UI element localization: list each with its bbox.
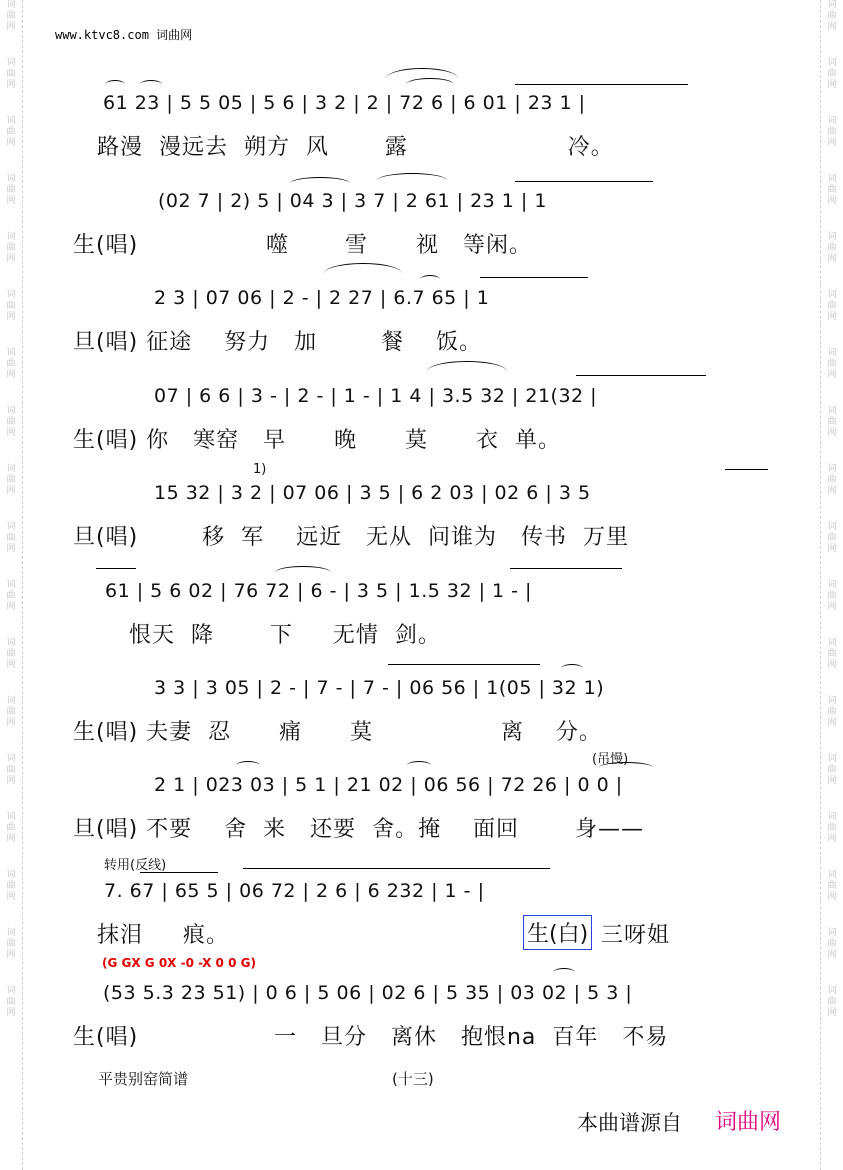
- watermark-glyph: 网: [827, 834, 837, 844]
- watermark-glyph: 曲: [827, 359, 837, 369]
- watermark-glyph: 曲: [827, 243, 837, 253]
- tie-line: [725, 469, 768, 470]
- watermark-glyph: 曲: [6, 127, 16, 137]
- left-border: [22, 0, 23, 1170]
- watermark-glyph: 词: [827, 870, 837, 880]
- lyrics-row-10: 生(唱) 一 旦分 离休 抱恨na 百年 不易: [73, 1025, 669, 1050]
- source-label: 本曲谱源自: [577, 1111, 682, 1135]
- tie-line: [96, 568, 136, 569]
- watermark-glyph: 网: [6, 776, 16, 786]
- watermark-glyph: 曲: [827, 591, 837, 601]
- watermark-glyph: 网: [827, 602, 837, 612]
- watermark-glyph: 词: [6, 406, 16, 416]
- watermark-glyph: 曲: [6, 69, 16, 79]
- watermark-glyph: 曲: [6, 939, 16, 949]
- watermark-glyph: 曲: [6, 185, 16, 195]
- watermark-glyph: 网: [6, 254, 16, 264]
- watermark-glyph: 词: [6, 348, 16, 358]
- watermark-glyph: 网: [6, 892, 16, 902]
- tie-line: [243, 868, 550, 869]
- watermark-glyph: 词: [6, 58, 16, 68]
- watermark-glyph: 网: [827, 22, 837, 32]
- watermark-glyph: 词: [6, 696, 16, 706]
- tie-line: [515, 181, 653, 182]
- watermark-glyph: 网: [6, 486, 16, 496]
- tie-line: [480, 277, 588, 278]
- slur: [236, 761, 260, 770]
- watermark-glyph: 曲: [827, 939, 837, 949]
- spoken-text: 三呀姐: [601, 923, 671, 948]
- notes-row-10: (53 5.3 23 51) | 0 6 | 5 06 | 02 6 | 5 35 | 03 02 | 5 3 |: [103, 982, 633, 1004]
- watermark-glyph: 词: [6, 638, 16, 648]
- watermark-glyph: 词: [827, 696, 837, 706]
- watermark-glyph: 曲: [6, 649, 16, 659]
- gongche-notation: (G GX G 0X -0 -X 0 0 G): [102, 956, 256, 970]
- watermark-glyph: 网: [827, 1008, 837, 1018]
- slur: [407, 761, 431, 770]
- watermark-glyph: 词: [827, 116, 837, 126]
- lyrics-row-4: 生(唱) 你 寒窑 早 晚 莫 衣 单。: [73, 428, 561, 453]
- watermark-glyph: 曲: [6, 11, 16, 21]
- watermark-glyph: 曲: [6, 417, 16, 427]
- watermark-glyph: 曲: [827, 997, 837, 1007]
- right-border: [820, 0, 821, 1170]
- slur: [561, 664, 583, 673]
- watermark-glyph: 曲: [827, 765, 837, 775]
- lyrics-row-2: 生(唱) 噬 雪 视 等闲。: [73, 233, 532, 258]
- slur: [105, 80, 125, 89]
- watermark-glyph: 网: [6, 428, 16, 438]
- watermark-glyph: 网: [827, 428, 837, 438]
- lyrics-row-7: 生(唱) 夫妻 忍 痛 莫 离 分。: [73, 720, 602, 745]
- watermark-glyph: 网: [6, 370, 16, 380]
- watermark-glyph: 网: [6, 602, 16, 612]
- watermark-glyph: 词: [827, 928, 837, 938]
- lyrics-row-8: 旦(唱) 不要 舍 来 还要 舍。掩 面回 身——: [73, 817, 645, 842]
- lyrics-row-5: 旦(唱) 移 军 远近 无从 问谁为 传书 万里: [73, 525, 630, 550]
- watermark-glyph: 曲: [6, 359, 16, 369]
- spoken-role-box: 生(白): [523, 915, 592, 950]
- right-watermark-strip: [823, 0, 841, 1170]
- watermark-glyph: 曲: [6, 881, 16, 891]
- watermark-glyph: 网: [827, 950, 837, 960]
- watermark-glyph: 网: [6, 312, 16, 322]
- watermark-glyph: 网: [827, 486, 837, 496]
- watermark-glyph: 词: [827, 754, 837, 764]
- notes-row-1: 61 23 | 5 5 05 | 5 6 | 3 2 | 2 | 72 6 | 6 01 | 23 1 |: [103, 92, 586, 114]
- watermark-glyph: 曲: [6, 591, 16, 601]
- slur: [140, 80, 162, 89]
- superscript-mark: 1): [253, 462, 267, 477]
- watermark-glyph: 曲: [827, 707, 837, 717]
- slur: [553, 968, 575, 977]
- watermark-glyph: 曲: [6, 301, 16, 311]
- tie-line: [388, 664, 540, 665]
- lyrics-row-3: 旦(唱) 征途 努力 加 餐 饭。: [73, 330, 483, 355]
- watermark-glyph: 词: [6, 174, 16, 184]
- slur: [290, 177, 350, 190]
- watermark-glyph: 网: [827, 80, 837, 90]
- watermark-glyph: 曲: [827, 417, 837, 427]
- watermark-glyph: 网: [827, 312, 837, 322]
- watermark-glyph: 网: [6, 80, 16, 90]
- watermark-glyph: 网: [6, 1008, 16, 1018]
- watermark-glyph: 曲: [827, 881, 837, 891]
- watermark-glyph: 词: [827, 580, 837, 590]
- watermark-glyph: 网: [827, 892, 837, 902]
- watermark-glyph: 曲: [6, 243, 16, 253]
- watermark-glyph: 曲: [6, 707, 16, 717]
- watermark-glyph: 词: [827, 464, 837, 474]
- watermark-glyph: 词: [6, 580, 16, 590]
- watermark-glyph: 词: [6, 232, 16, 242]
- watermark-glyph: 曲: [827, 127, 837, 137]
- watermark-glyph: 词: [827, 406, 837, 416]
- tie-line: [515, 84, 688, 85]
- tempo-mark: (吊慢): [592, 752, 629, 767]
- watermark-glyph: 词: [6, 464, 16, 474]
- watermark-glyph: 曲: [6, 823, 16, 833]
- slur: [377, 173, 447, 188]
- notes-row-7: 3 3 | 3 05 | 2 - | 7 - | 7 - | 06 56 | 1(05 | 32 1): [154, 677, 605, 699]
- slur: [599, 762, 653, 773]
- watermark-glyph: 词: [827, 290, 837, 300]
- watermark-glyph: 词: [827, 986, 837, 996]
- watermark-glyph: 词: [6, 870, 16, 880]
- watermark-glyph: 词: [827, 0, 837, 10]
- watermark-glyph: 曲: [827, 533, 837, 543]
- watermark-glyph: 词: [827, 638, 837, 648]
- notes-row-6: 61 | 5 6 02 | 76 72 | 6 - | 3 5 | 1.5 32 | 1 - |: [105, 580, 532, 602]
- watermark-glyph: 曲: [6, 475, 16, 485]
- notes-row-4: 07 | 6 6 | 3 - | 2 - | 1 - | 1 4 | 3.5 32 | 21(32 |: [154, 385, 598, 407]
- modulation-mark: 转用(反线): [104, 858, 167, 873]
- watermark-glyph: 曲: [827, 69, 837, 79]
- watermark-glyph: 网: [827, 718, 837, 728]
- watermark-glyph: 词: [827, 174, 837, 184]
- watermark-glyph: 网: [6, 660, 16, 670]
- watermark-glyph: 网: [6, 22, 16, 32]
- notes-row-8: 2 1 | 023 03 | 5 1 | 21 02 | 06 56 | 72 26 | 0 0 |: [154, 774, 623, 796]
- slur: [275, 566, 331, 579]
- watermark-glyph: 网: [827, 544, 837, 554]
- lyrics-row-6: 恨天 降 下 无情 剑。: [73, 623, 441, 648]
- notes-row-3: 2 3 | 07 06 | 2 - | 2 27 | 6.7 65 | 1: [154, 287, 490, 309]
- watermark-glyph: 词: [6, 522, 16, 532]
- tie-line: [510, 568, 622, 569]
- watermark-glyph: 曲: [827, 185, 837, 195]
- page-number: (十三): [392, 1070, 434, 1088]
- watermark-glyph: 词: [6, 986, 16, 996]
- score-title: 平贵别窑简谱: [98, 1070, 189, 1088]
- notes-row-9: 7. 67 | 65 5 | 06 72 | 2 6 | 6 232 | 1 - |: [104, 880, 485, 902]
- slur: [427, 361, 507, 382]
- watermark-glyph: 曲: [827, 301, 837, 311]
- watermark-glyph: 网: [6, 718, 16, 728]
- watermark-glyph: 网: [827, 370, 837, 380]
- watermark-glyph: 曲: [827, 823, 837, 833]
- tie-line: [576, 375, 706, 376]
- watermark-glyph: 词: [827, 812, 837, 822]
- watermark-glyph: 网: [827, 776, 837, 786]
- notes-row-5: 15 32 | 3 2 | 07 06 | 3 5 | 6 2 03 | 02 6 | 3 5: [154, 482, 591, 504]
- watermark-glyph: 网: [6, 544, 16, 554]
- watermark-glyph: 词: [6, 116, 16, 126]
- watermark-glyph: 曲: [827, 475, 837, 485]
- watermark-glyph: 词: [6, 0, 16, 10]
- watermark-glyph: 词: [6, 812, 16, 822]
- watermark-glyph: 曲: [6, 997, 16, 1007]
- watermark-glyph: 曲: [827, 649, 837, 659]
- watermark-glyph: 网: [6, 834, 16, 844]
- site-url-watermark: www.ktvc8.com 词曲网: [55, 28, 193, 42]
- watermark-glyph: 词: [827, 522, 837, 532]
- slur: [324, 263, 402, 284]
- lyrics-row-1: 路漫 漫远去 朔方 风 露 冷。: [97, 135, 614, 160]
- watermark-glyph: 词: [827, 58, 837, 68]
- watermark-glyph: 曲: [6, 533, 16, 543]
- watermark-glyph: 网: [6, 950, 16, 960]
- left-watermark-strip: [2, 0, 20, 1170]
- watermark-glyph: 词: [827, 348, 837, 358]
- watermark-glyph: 词: [6, 290, 16, 300]
- tie-line: [140, 872, 218, 873]
- watermark-glyph: 网: [6, 138, 16, 148]
- watermark-glyph: 词: [6, 754, 16, 764]
- slur: [420, 275, 440, 284]
- watermark-glyph: 网: [6, 196, 16, 206]
- slur: [406, 78, 454, 91]
- lyrics-row-9: 抹泪 痕。: [97, 923, 229, 948]
- watermark-glyph: 词: [6, 928, 16, 938]
- watermark-glyph: 网: [827, 254, 837, 264]
- notes-row-2: (02 7 | 2) 5 | 04 3 | 3 7 | 2 61 | 23 1 | 1: [158, 190, 547, 212]
- watermark-glyph: 网: [827, 196, 837, 206]
- brand-logo: 词曲网: [715, 1110, 782, 1135]
- watermark-glyph: 网: [827, 138, 837, 148]
- watermark-glyph: 曲: [6, 765, 16, 775]
- watermark-glyph: 网: [827, 660, 837, 670]
- watermark-glyph: 曲: [827, 11, 837, 21]
- watermark-glyph: 词: [827, 232, 837, 242]
